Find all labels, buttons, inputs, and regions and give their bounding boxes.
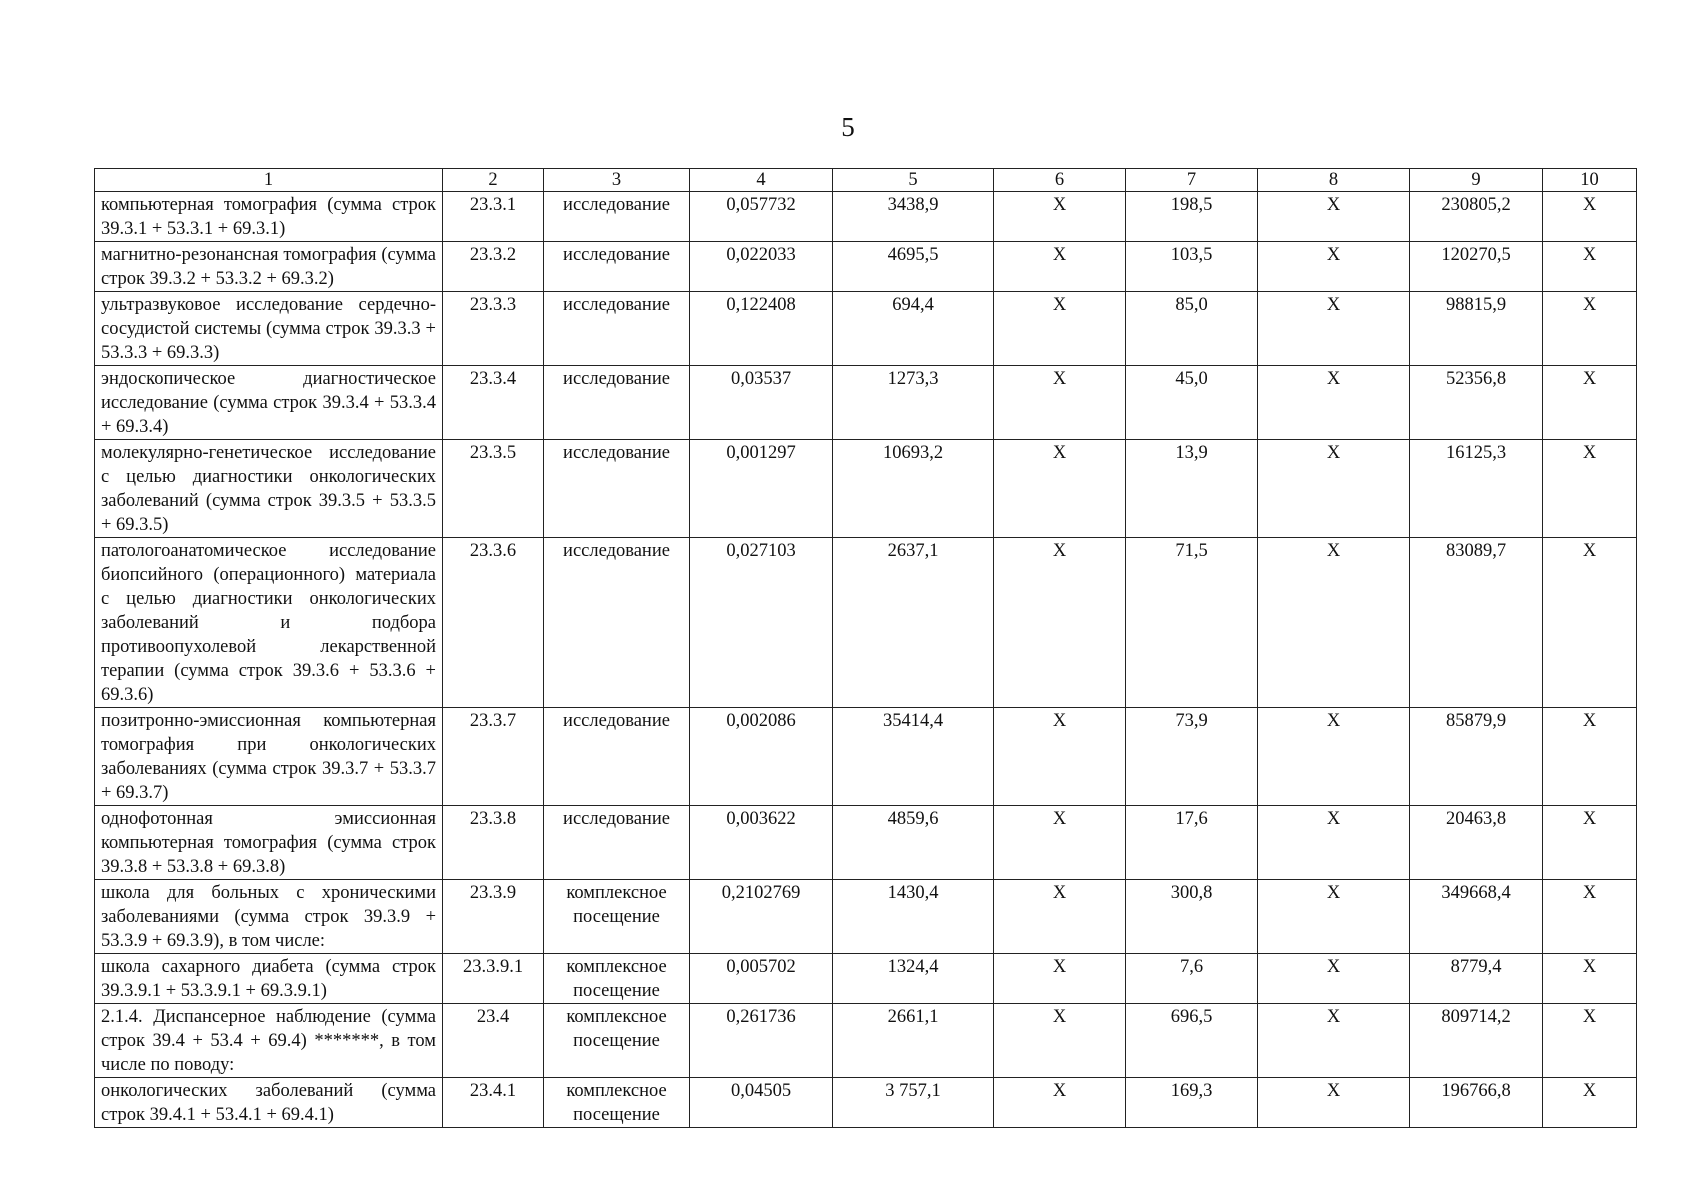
row-unit-cell: исследование [544, 440, 690, 538]
row-col7-cell: 7,6 [1126, 954, 1258, 1004]
row-code-cell: 23.3.9.1 [443, 954, 544, 1004]
row-code-cell: 23.3.3 [443, 292, 544, 366]
row-col7-cell: 103,5 [1126, 242, 1258, 292]
row-unit-cell: комплексное посещение [544, 1078, 690, 1128]
row-col4-cell: 0,122408 [690, 292, 833, 366]
row-col10-cell: Х [1543, 440, 1637, 538]
row-code-cell: 23.4.1 [443, 1078, 544, 1128]
row-col6-cell: Х [994, 192, 1126, 242]
row-col9-cell: 120270,5 [1410, 242, 1543, 292]
row-col8-cell: Х [1258, 440, 1410, 538]
row-col9-cell: 196766,8 [1410, 1078, 1543, 1128]
row-col7-cell: 696,5 [1126, 1004, 1258, 1078]
table-row [95, 192, 1637, 242]
row-col8-cell: Х [1258, 880, 1410, 954]
row-col4-cell: 0,261736 [690, 1004, 833, 1078]
row-col8-cell: Х [1258, 1078, 1410, 1128]
row-col4-cell: 0,005702 [690, 954, 833, 1004]
row-col5-cell: 4859,6 [833, 806, 994, 880]
column-header: 5 [833, 169, 994, 192]
row-code-cell: 23.3.4 [443, 366, 544, 440]
table-row [95, 1004, 1637, 1078]
column-header: 4 [690, 169, 833, 192]
table-row [95, 366, 1637, 440]
row-col10-cell: Х [1543, 538, 1637, 708]
row-col10-cell: Х [1543, 880, 1637, 954]
row-col6-cell: Х [994, 242, 1126, 292]
row-col8-cell: Х [1258, 242, 1410, 292]
row-col9-cell: 230805,2 [1410, 192, 1543, 242]
row-name-cell: компьютерная томография (сумма строк 39.3.1 + 53.3.1 + 69.3.1) [95, 192, 443, 242]
row-col7-cell: 17,6 [1126, 806, 1258, 880]
row-col4-cell: 0,022033 [690, 242, 833, 292]
row-col7-cell: 85,0 [1126, 292, 1258, 366]
column-header: 7 [1126, 169, 1258, 192]
row-code-cell: 23.3.1 [443, 192, 544, 242]
row-col10-cell: Х [1543, 192, 1637, 242]
row-name-cell: 2.1.4. Диспансерное наблюдение (сумма строк 39.4 + 53.4 + 69.4) *******, в том числе по поводу: [95, 1004, 443, 1078]
row-col10-cell: Х [1543, 1078, 1637, 1128]
row-col4-cell: 0,03537 [690, 366, 833, 440]
row-unit-cell: комплексное посещение [544, 880, 690, 954]
row-code-cell: 23.3.7 [443, 708, 544, 806]
row-col7-cell: 13,9 [1126, 440, 1258, 538]
row-col4-cell: 0,002086 [690, 708, 833, 806]
column-header: 1 [95, 169, 443, 192]
table-row [95, 440, 1637, 538]
row-unit-cell: исследование [544, 366, 690, 440]
row-col9-cell: 52356,8 [1410, 366, 1543, 440]
row-col9-cell: 349668,4 [1410, 880, 1543, 954]
row-col5-cell: 35414,4 [833, 708, 994, 806]
row-col8-cell: Х [1258, 954, 1410, 1004]
row-name-cell: школа для больных с хроническими заболеваниями (сумма строк 39.3.9 + 53.3.9 + 69.3.9), в том числе: [95, 880, 443, 954]
row-col4-cell: 0,057732 [690, 192, 833, 242]
row-col9-cell: 16125,3 [1410, 440, 1543, 538]
row-name-cell: эндоскопическое диагностическое исследование (сумма строк 39.3.4 + 53.3.4 + 69.3.4) [95, 366, 443, 440]
row-unit-cell: исследование [544, 708, 690, 806]
column-header: 6 [994, 169, 1126, 192]
row-col5-cell: 1273,3 [833, 366, 994, 440]
row-col10-cell: Х [1543, 366, 1637, 440]
row-code-cell: 23.4 [443, 1004, 544, 1078]
table-row [95, 538, 1637, 708]
row-col5-cell: 3 757,1 [833, 1078, 994, 1128]
row-col9-cell: 98815,9 [1410, 292, 1543, 366]
row-col5-cell: 2637,1 [833, 538, 994, 708]
row-col9-cell: 8779,4 [1410, 954, 1543, 1004]
row-col4-cell: 0,04505 [690, 1078, 833, 1128]
table-row [95, 806, 1637, 880]
row-col7-cell: 169,3 [1126, 1078, 1258, 1128]
row-col7-cell: 300,8 [1126, 880, 1258, 954]
row-name-cell: магнитно-резонансная томография (сумма строк 39.3.2 + 53.3.2 + 69.3.2) [95, 242, 443, 292]
column-header: 3 [544, 169, 690, 192]
row-col6-cell: Х [994, 292, 1126, 366]
row-col8-cell: Х [1258, 292, 1410, 366]
row-unit-cell: комплексное посещение [544, 1004, 690, 1078]
row-col6-cell: Х [994, 1004, 1126, 1078]
row-col5-cell: 1430,4 [833, 880, 994, 954]
row-col9-cell: 20463,8 [1410, 806, 1543, 880]
column-header: 9 [1410, 169, 1543, 192]
row-col6-cell: Х [994, 880, 1126, 954]
table-row [95, 954, 1637, 1004]
row-col5-cell: 2661,1 [833, 1004, 994, 1078]
row-unit-cell: исследование [544, 806, 690, 880]
header-row [95, 169, 1637, 192]
row-name-cell: патологоанатомическое исследование биопсийного (операционного) материала с целью диагностики онкологических заболеваний и подбора противоопухолевой лекарственной терапии (сумма строк 39.3.6 + 53.3.6 + 69.3.6) [95, 538, 443, 708]
row-col7-cell: 71,5 [1126, 538, 1258, 708]
row-col6-cell: Х [994, 1078, 1126, 1128]
row-col6-cell: Х [994, 440, 1126, 538]
row-name-cell: молекулярно-генетическое исследование с целью диагностики онкологических заболеваний (сумма строк 39.3.5 + 53.3.5 + 69.3.5) [95, 440, 443, 538]
page-number: 5 [841, 112, 855, 142]
row-code-cell: 23.3.9 [443, 880, 544, 954]
row-col6-cell: Х [994, 708, 1126, 806]
row-col8-cell: Х [1258, 366, 1410, 440]
row-col9-cell: 83089,7 [1410, 538, 1543, 708]
table-row [95, 880, 1637, 954]
table-row [95, 708, 1637, 806]
column-header: 8 [1258, 169, 1410, 192]
row-unit-cell: исследование [544, 192, 690, 242]
table-row [95, 292, 1637, 366]
row-col4-cell: 0,2102769 [690, 880, 833, 954]
row-unit-cell: исследование [544, 292, 690, 366]
row-col10-cell: Х [1543, 292, 1637, 366]
row-col10-cell: Х [1543, 806, 1637, 880]
row-unit-cell: исследование [544, 242, 690, 292]
row-col6-cell: Х [994, 366, 1126, 440]
table-row [95, 242, 1637, 292]
row-col8-cell: Х [1258, 1004, 1410, 1078]
row-col4-cell: 0,001297 [690, 440, 833, 538]
column-header: 2 [443, 169, 544, 192]
row-col5-cell: 3438,9 [833, 192, 994, 242]
row-col6-cell: Х [994, 538, 1126, 708]
row-col6-cell: Х [994, 954, 1126, 1004]
row-col10-cell: Х [1543, 1004, 1637, 1078]
row-col10-cell: Х [1543, 954, 1637, 1004]
row-col4-cell: 0,003622 [690, 806, 833, 880]
row-col4-cell: 0,027103 [690, 538, 833, 708]
data-table [94, 168, 1637, 1128]
row-code-cell: 23.3.8 [443, 806, 544, 880]
row-code-cell: 23.3.6 [443, 538, 544, 708]
row-name-cell: однофотонная эмиссионная компьютерная томография (сумма строк 39.3.8 + 53.3.8 + 69.3.8) [95, 806, 443, 880]
row-code-cell: 23.3.5 [443, 440, 544, 538]
row-name-cell: ультразвуковое исследование сердечно-сосудистой системы (сумма строк 39.3.3 + 53.3.3 + 69.3.3) [95, 292, 443, 366]
row-col5-cell: 10693,2 [833, 440, 994, 538]
row-col8-cell: Х [1258, 192, 1410, 242]
row-name-cell: онкологических заболеваний (сумма строк 39.4.1 + 53.4.1 + 69.4.1) [95, 1078, 443, 1128]
row-col7-cell: 198,5 [1126, 192, 1258, 242]
row-col8-cell: Х [1258, 806, 1410, 880]
row-col7-cell: 45,0 [1126, 366, 1258, 440]
row-col8-cell: Х [1258, 538, 1410, 708]
row-col8-cell: Х [1258, 708, 1410, 806]
row-unit-cell: комплексное посещение [544, 954, 690, 1004]
row-col10-cell: Х [1543, 708, 1637, 806]
row-code-cell: 23.3.2 [443, 242, 544, 292]
row-name-cell: позитронно-эмиссионная компьютерная томография при онкологических заболеваниях (сумма строк 39.3.7 + 53.3.7 + 69.3.7) [95, 708, 443, 806]
row-col6-cell: Х [994, 806, 1126, 880]
table-row [95, 1078, 1637, 1128]
row-col9-cell: 85879,9 [1410, 708, 1543, 806]
row-col5-cell: 4695,5 [833, 242, 994, 292]
column-header: 10 [1543, 169, 1637, 192]
row-col9-cell: 809714,2 [1410, 1004, 1543, 1078]
row-col10-cell: Х [1543, 242, 1637, 292]
row-col5-cell: 1324,4 [833, 954, 994, 1004]
row-name-cell: школа сахарного диабета (сумма строк 39.3.9.1 + 53.3.9.1 + 69.3.9.1) [95, 954, 443, 1004]
row-col7-cell: 73,9 [1126, 708, 1258, 806]
row-unit-cell: исследование [544, 538, 690, 708]
row-col5-cell: 694,4 [833, 292, 994, 366]
